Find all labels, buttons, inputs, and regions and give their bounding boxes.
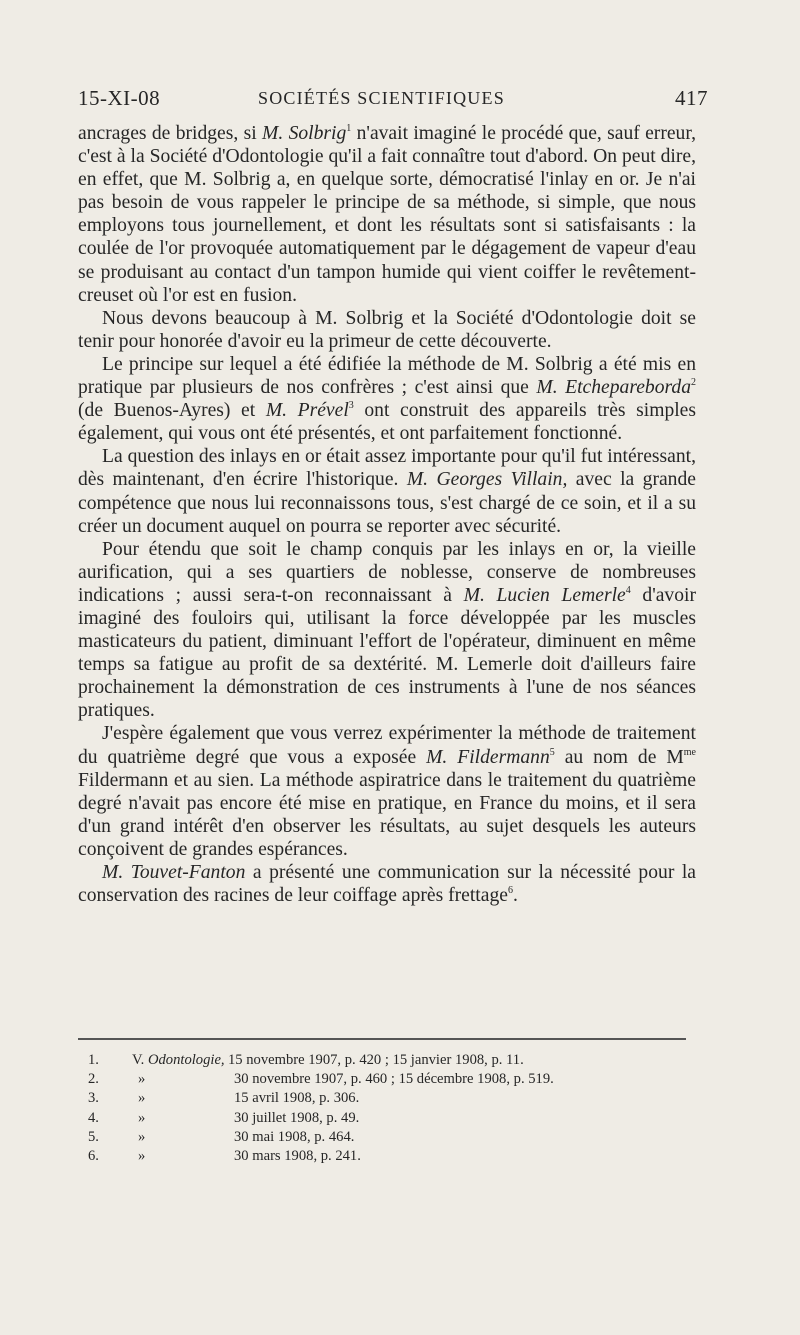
footnote: [88, 1089, 688, 1108]
footnote-number: 6.: [88, 1148, 99, 1165]
footnote-number: 2.: [88, 1071, 99, 1088]
text-span: .: [512, 885, 518, 907]
text-span: au nom de M: [554, 746, 684, 768]
text-span: n'avait imaginé le procédé que, sauf erreur, c'est à la Société d'Odontologie qu'il a fait connaître tout d'abord. On peut dire, en effet, que M. Solbrig a, en quelque sorte, démocratisé l'inlay en or. Je n'ai pas besoin de vous rappeler le principe de sa méthode, si simple, que nous employons tous journellement, et dont les résultats sont si satisfaisants : la coulée de l'or provoquée automatiquement par le dégagement de vapeur d'eau se produisant au contact d'un tampon humide qui vient coiffer le revêtement-creuset où l'or est en fusion.: [78, 123, 696, 306]
text-span: J'espère également que vous verrez expérimenter la méthode de traitement du quatrième degré que vous a exposée: [78, 723, 696, 768]
person-name: M. Fildermann: [426, 746, 550, 768]
paragraph-7: [78, 861, 696, 907]
footnote-number: 5.: [88, 1128, 99, 1145]
paragraph-5: [78, 538, 696, 723]
footnote: [88, 1147, 688, 1166]
text-span: (de Buenos-Ayres) et: [78, 400, 266, 422]
text-span: ancrages de bridges, si: [78, 123, 263, 144]
footnote-marker: 6: [507, 885, 513, 897]
footnote-source: »: [138, 1090, 146, 1107]
page-number: 417: [675, 86, 708, 110]
text-span: a présenté une communication sur la nécessité pour la conservation des racines de leur coiffage après frettage: [78, 862, 696, 907]
footnote-marker: 5: [549, 746, 555, 758]
footnote-number: 1.: [88, 1052, 99, 1068]
footnote-reference: 15 novembre 1907, p. 420 ; 15 janvier 1908, p. 11.: [228, 1052, 524, 1068]
footnote-reference: 30 mai 1908, p. 464.: [234, 1128, 355, 1145]
footnote-marker: 1: [346, 123, 352, 134]
footnote-number: 3.: [88, 1090, 99, 1107]
text-span: Pour étendu que soit le champ conquis par les inlays en or, la vieille aurification, qui a ses quartiers de noblesse, conserve de nombreuses indications ; aussi sera-t-on reconnaissant à: [78, 538, 696, 606]
footnote-source: »: [138, 1109, 146, 1126]
header-date: 15-XI-08: [78, 86, 161, 110]
text-span: Fildermann et au sien. La méthode aspiratrice dans le traitement du quatrième degré n'avait pas encore été mise en pratique, en France du moins, et il sera d'un grand intérêt d'en observer les résultats, au sujet desquels les auteurs conçoivent de grandes espérances.: [78, 769, 696, 860]
footnote-source: »: [138, 1128, 146, 1145]
footnote-marker: 4: [625, 584, 631, 596]
paragraph-3: [78, 353, 696, 445]
person-name: M. Lucien Lemerle: [463, 584, 626, 606]
person-name: M. Prével: [265, 400, 349, 422]
footnote: [88, 1051, 688, 1070]
body-text: [78, 122, 696, 907]
footnotes: [88, 1051, 688, 1166]
title-abbreviation: me: [683, 746, 696, 758]
footnote-source: »: [138, 1071, 146, 1088]
footnote-marker: 3: [348, 400, 354, 412]
footnote-reference: 30 juillet 1908, p. 49.: [234, 1109, 360, 1126]
footnote: [88, 1109, 688, 1128]
person-name: M. Solbrig: [262, 123, 347, 144]
footnote-reference: 30 mars 1908, p. 241.: [234, 1148, 361, 1165]
paragraph-2: Nous devons beaucoup à M. Solbrig et la Société d'Odontologie doit se tenir pour honorée d'avoir eu la primeur de cette découverte.: [78, 307, 696, 352]
footnote-source: [132, 1051, 228, 1070]
paragraph-4: [78, 445, 696, 537]
running-title: SOCIÉTÉS SCIENTIFIQUES: [258, 88, 505, 108]
person-name: M. Touvet-Fanton: [102, 862, 246, 883]
source-name: V. Odontologie,: [132, 1052, 225, 1068]
footnote-number: 4.: [88, 1109, 99, 1126]
paragraph-1: [78, 122, 696, 307]
text-span: ont construit des appareils très simples également, qui vous ont été présentés, et ont parfaitement fonctionné.: [78, 400, 697, 445]
text-span: avec la grande compétence que nous lui reconnaissons tous, s'est chargé de ce soin, et il a su créer un document auquel on pourra se reporter avec sécurité.: [78, 469, 696, 537]
text-span: Le principe sur lequel a été édifiée la méthode de M. Solbrig a été mis en pratique par plusieurs de nos confrères ; c'est ainsi que: [78, 353, 696, 399]
footnote-source: »: [138, 1148, 146, 1165]
footnote-marker: 2: [691, 377, 696, 389]
running-header: [78, 86, 708, 116]
paragraph-6: [78, 722, 696, 861]
footnote-reference: 30 novembre 1907, p. 460 ; 15 décembre 1908, p. 519.: [234, 1071, 554, 1088]
footnote: [88, 1128, 688, 1147]
footnote-rule: [78, 1038, 686, 1040]
text-span: La question des inlays en or était assez importante pour qu'il fut intéressant, dès maintenant, d'en écrire l'historique.: [78, 446, 696, 491]
person-name: M. Etchepareborda: [536, 377, 691, 399]
person-name: M. Georges Villain,: [406, 469, 568, 491]
footnote-reference: 15 avril 1908, p. 306.: [234, 1090, 360, 1107]
footnote: [88, 1070, 688, 1089]
text-span: d'avoir imaginé des fouloirs qui, utilisant la force développée par les muscles masticateurs du patient, diminuant l'effort de l'opérateur, diminuent en même temps sa fatigue au profit de sa dextérité. M. Lemerle doit d'ailleurs faire prochainement la démonstration de ces instruments à l'une de nos séances pratiques.: [78, 584, 696, 722]
